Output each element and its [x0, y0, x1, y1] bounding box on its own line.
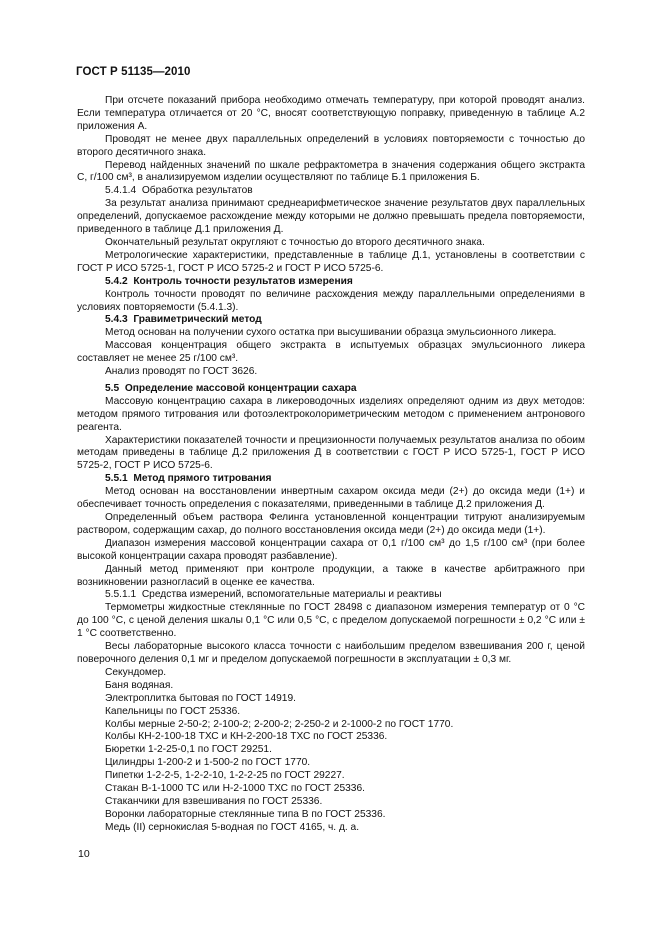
paragraph: Проводят не менее двух параллельных определений в условиях повторяемости с точностью до второго десятичного знака. — [77, 133, 585, 158]
section-heading-5-4-1-4 — [77, 185, 585, 198]
section-title: Контроль точности результатов измерения — [133, 275, 353, 287]
list-item: Колбы мерные 2-50-2; 2-100-2; 2-200-2; 2-250-2 и 2-1000-2 по ГОСТ 1770. — [105, 718, 454, 730]
paragraph: Определенный объем раствора Фелинга установленной концентрации титруют анализируемым раствором, содержащим сахар, до полного восстановления оксида меди (2+) до оксида меди (1+). — [77, 512, 585, 536]
list-item: Баня водяная. — [105, 679, 174, 691]
paragraph: За результат анализа принимают среднеарифметическое значение результатов двух параллельных определений, допускаемое расхождение между которыми не должно превышать предела повторяемости, приведенного в таблице Д.1 приложения Д. — [77, 198, 585, 236]
section-heading-5-5-1-1 — [77, 589, 585, 602]
section-number: 5.5.1.1 — [105, 589, 137, 601]
section-title: Обработка результатов — [141, 185, 253, 197]
document-body — [77, 95, 585, 835]
paragraph: Термометры жидкостные стеклянные по ГОСТ 28498 с диапазоном измерения температур от 0 °С до 100 °С, с ценой деления шкалы 0,1 °С или 0,5 °С, с пределом допускаемой погрешности ± 0,2 °С или ± 1 °С соответственно. — [77, 602, 585, 640]
list-item: Колбы КН-2-100-18 ТХС и КН-2-200-18 ТХС по ГОСТ 25336. — [105, 731, 388, 743]
list-item: Секундомер. — [105, 666, 167, 678]
paragraph: Характеристики показателей точности и прецизионности получаемых результатов анализа по обоим методам приведены в таблице Д.2 приложения Д в соответствии с ГОСТ Р ИСО 5725-1, ГОСТ Р ИСО 5725-2, ГОСТ Р ИСО 5725-6. — [77, 434, 585, 472]
section-heading-5-4-3 — [77, 314, 585, 327]
paragraph: Анализ проводят по ГОСТ 3626. — [105, 366, 258, 378]
list-item: Цилиндры 1-200-2 и 1-500-2 по ГОСТ 1770. — [105, 757, 311, 769]
paragraph: Метод основан на получении сухого остатка при высушивании образца эмульсионного ликера. — [105, 327, 557, 339]
section-number: 5.5 — [105, 382, 120, 394]
paragraph: Метрологические характеристики, представленные в таблице Д.1, установлены в соответствии с ГОСТ Р ИСО 5725-1, ГОСТ Р ИСО 5725-2 и ГОСТ Р ИСО 5725-6. — [77, 249, 585, 274]
list-item: Воронки лабораторные стеклянные типа В по ГОСТ 25336. — [105, 808, 386, 820]
list-item: Электроплитка бытовая по ГОСТ 14919. — [105, 692, 296, 704]
paragraph: Перевод найденных значений по шкале рефрактометра в значения содержания общего экстракта С, г/100 см³, в анализируемом изделии осуществляют по таблице Б.1 приложения Б. — [77, 159, 585, 184]
paragraph: Окончательный результат округляют с точностью до второго десятичного знака. — [105, 236, 485, 248]
paragraph: Диапазон измерения массовой концентрации сахара от 0,1 г/100 см³ до 1,5 г/100 см³ (при более высокой концентрации сахара проводят разбавление). — [77, 537, 585, 562]
section-number: 5.4.2 — [105, 275, 128, 287]
document-header: ГОСТ Р 51135—2010 — [76, 66, 191, 78]
list-item: Медь (II) сернокислая 5-водная по ГОСТ 4165, ч. д. а. — [105, 821, 360, 833]
page-number: 10 — [78, 848, 90, 860]
list-item: Стакан В-1-1000 ТС или Н-2-1000 ТХС по ГОСТ 25336. — [105, 783, 365, 795]
section-heading-5-5 — [77, 383, 585, 396]
paragraph: Массовую концентрацию сахара в ликероводочных изделиях определяют одним из двух методов: методом прямого титрования или фотоэлектроколориметрическим методом с применением антронового реагента. — [77, 395, 585, 433]
section-number: 5.4.3 — [105, 314, 128, 326]
list-item: Бюретки 1-2-25-0,1 по ГОСТ 29251. — [105, 744, 272, 756]
section-heading-5-5-1 — [77, 473, 585, 486]
paragraph: Данный метод применяют при контроле продукции, а также в качестве арбитражного при возникновении разногласий в оценке ее качества. — [77, 563, 585, 588]
list-item: Пипетки 1-2-2-5, 1-2-2-10, 1-2-2-25 по ГОСТ 29227. — [105, 770, 345, 782]
section-heading-5-4-2 — [77, 276, 585, 289]
list-item: Капельницы по ГОСТ 25336. — [105, 705, 241, 717]
section-number: 5.4.1.4 — [105, 185, 137, 197]
section-title: Определение массовой концентрации сахара — [124, 382, 357, 394]
paragraph: Контроль точности проводят по величине расхождения между параллельными определениями в условиях повторяемости (5.4.1.3). — [77, 288, 585, 313]
paragraph: Весы лабораторные высокого класса точности с наибольшим пределом взвешивания 200 г, ценой поверочного деления 0,1 мг и пределом допускаемой погрешности в эксплуатации ± 0,3 мг. — [77, 641, 585, 665]
section-title: Средства измерений, вспомогательные материалы и реактивы — [141, 589, 442, 601]
list-item: Стаканчики для взвешивания по ГОСТ 25336. — [105, 795, 323, 807]
section-title: Метод прямого титрования — [133, 473, 272, 485]
paragraph: Метод основан на восстановлении инвертным сахаром оксида меди (2+) до оксида меди (1+) и обеспечивает точность определения с показателями, приведенными в таблице Д.2 приложения Д. — [77, 486, 585, 511]
paragraph: Массовая концентрация общего экстракта в испытуемых образцах эмульсионного ликера составляет не менее 25 г/100 см³. — [77, 340, 585, 365]
paragraph: При отсчете показаний прибора необходимо отмечать температуру, при которой проводят анализ. Если температура отличается от 20 °С, вносят соответствующую поправку, приведенную в таблице А.2 приложения А. — [77, 95, 585, 132]
section-number: 5.5.1 — [105, 473, 128, 485]
section-title: Гравиметрический метод — [133, 314, 262, 326]
